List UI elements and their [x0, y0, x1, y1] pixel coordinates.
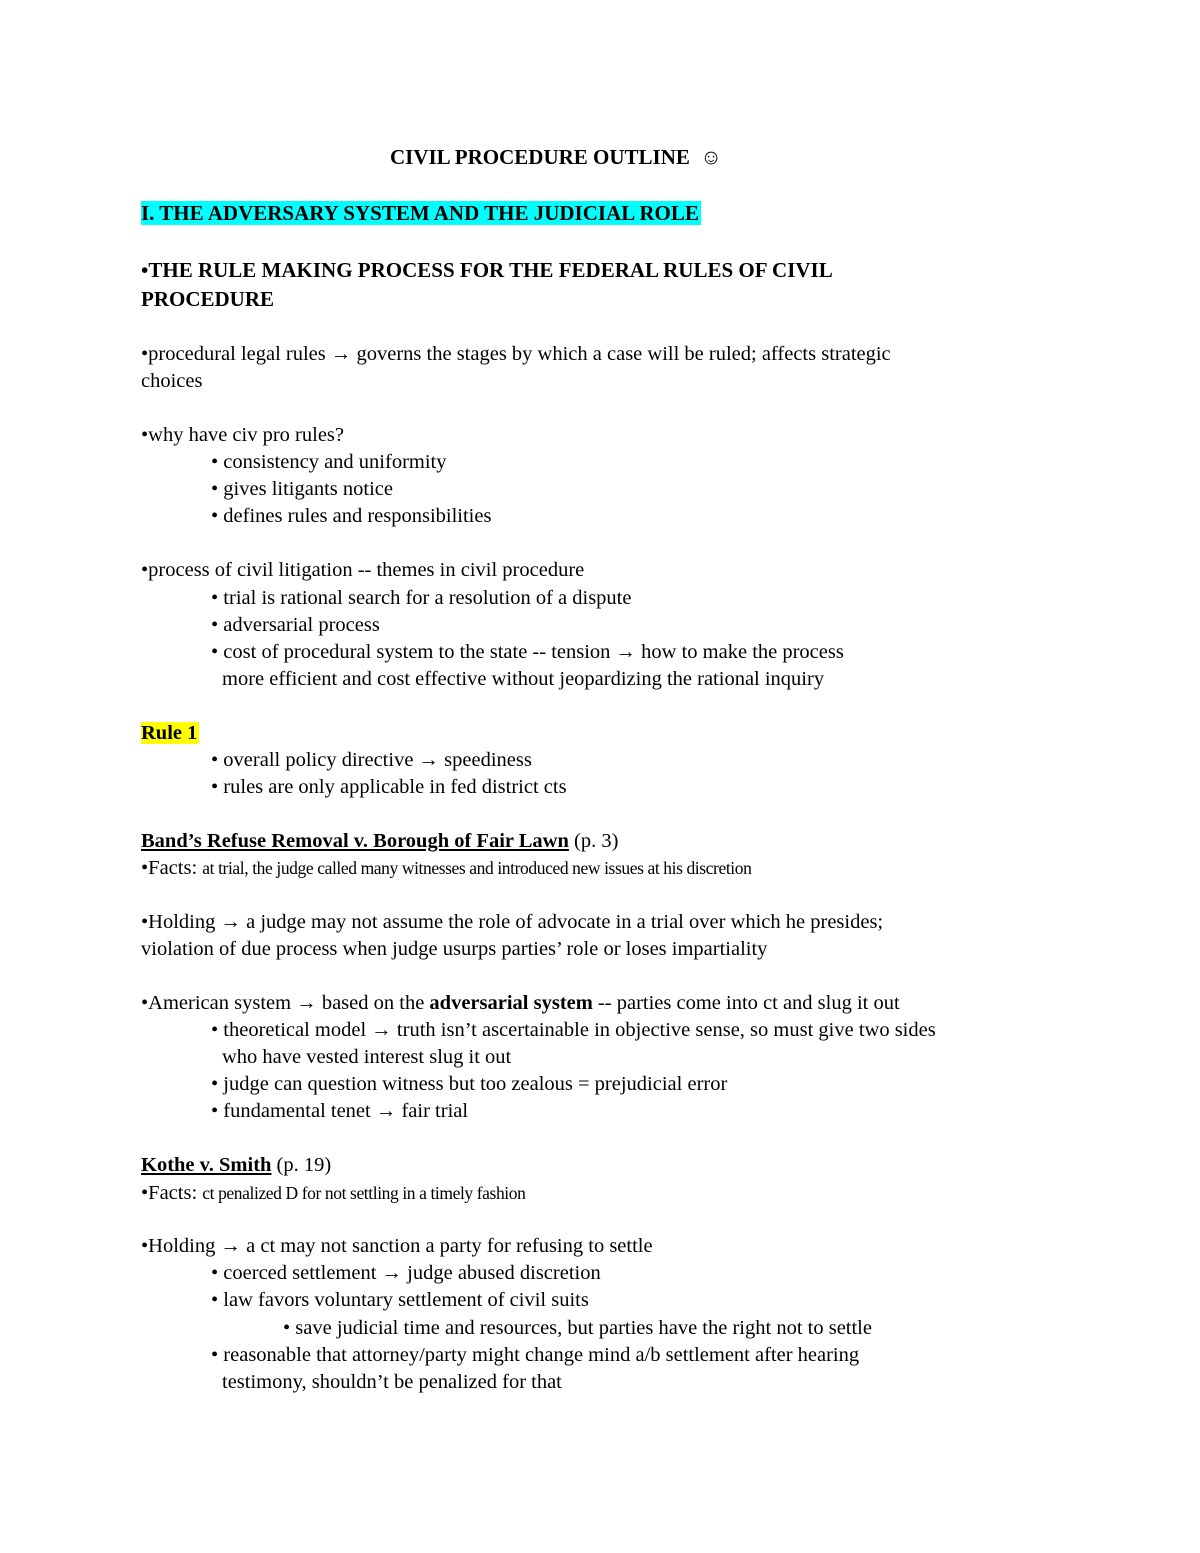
case-heading-kothe: [141, 1152, 331, 1179]
subheading-line-2: PROCEDURE: [141, 287, 275, 311]
section-heading-row: [141, 200, 701, 228]
list-item-continuation: testimony, shouldn’t be penalized for that: [222, 1371, 562, 1393]
section-heading: I. THE ADVERSARY SYSTEM AND THE JUDICIAL ROLE: [141, 201, 699, 225]
list-item: • law favors voluntary settlement of civil suits: [211, 1289, 589, 1311]
why-rules-intro: •why have civ pro rules?: [141, 424, 344, 446]
holding-bands-line-1: •Holding → a judge may not assume the role of advocate in a trial over which he presides;: [141, 911, 884, 933]
list-item: • gives litigants notice: [211, 478, 393, 500]
list-item: • trial is rational search for a resolution of a dispute: [211, 587, 632, 609]
american-system-line: •American system → based on the adversarial system -- parties come into ct and slug it out: [141, 992, 900, 1014]
smiley-icon: ☺: [700, 145, 722, 169]
adversarial-system-term: adversarial system: [429, 992, 593, 1014]
holding-bands-line-2: violation of due process when judge usurps parties’ role or loses impartiality: [141, 938, 768, 960]
list-item: • consistency and uniformity: [211, 451, 447, 473]
list-item-nested: • save judicial time and resources, but parties have the right not to settle: [283, 1317, 872, 1339]
process-intro: •process of civil litigation -- themes in civil procedure: [141, 559, 585, 581]
page-ref: (p. 19): [271, 1154, 332, 1176]
case-name: Band’s Refuse Removal v. Borough of Fair Lawn: [141, 830, 569, 852]
facts-bands: [141, 855, 751, 882]
rule1-row: [141, 720, 199, 747]
holding-kothe: •Holding → a ct may not sanction a party for refusing to settle: [141, 1235, 653, 1257]
list-item: • cost of procedural system to the state -- tension → how to make the process: [211, 641, 844, 663]
document-title: CIVIL PROCEDURE OUTLINE ☺: [390, 145, 722, 169]
case-name: Kothe v. Smith: [141, 1154, 272, 1176]
facts-text: ct penalized D for not settling in a timely fashion: [202, 1183, 526, 1203]
list-item-continuation: who have vested interest slug it out: [222, 1046, 512, 1068]
subheading-line-1: •THE RULE MAKING PROCESS FOR THE FEDERAL RULES OF CIVIL: [141, 258, 833, 282]
list-item: • overall policy directive → speediness: [211, 749, 532, 771]
list-item: • rules are only applicable in fed district cts: [211, 776, 567, 798]
page-ref: (p. 3): [568, 830, 619, 852]
list-item: • defines rules and responsibilities: [211, 505, 492, 527]
rule1-label: Rule 1: [141, 722, 198, 744]
list-item: • adversarial process: [211, 614, 380, 636]
list-item: • coerced settlement → judge abused discretion: [211, 1262, 601, 1284]
list-item-continuation: more efficient and cost effective without jeopardizing the rational inquiry: [222, 668, 825, 690]
facts-text: at trial, the judge called many witnesses and introduced new issues at his discretion: [202, 858, 752, 878]
case-heading-bands: [141, 828, 618, 855]
list-item: • judge can question witness but too zealous = prejudicial error: [211, 1073, 728, 1095]
procedural-line-1: •procedural legal rules → governs the stages by which a case will be ruled; affects strategic: [141, 343, 891, 365]
facts-label: •Facts:: [141, 857, 203, 879]
facts-kothe: [141, 1180, 525, 1207]
facts-label: •Facts:: [141, 1182, 203, 1204]
procedural-line-2: choices: [141, 370, 203, 392]
list-item: • reasonable that attorney/party might change mind a/b settlement after hearing: [211, 1344, 860, 1366]
list-item: • theoretical model → truth isn’t ascertainable in objective sense, so must give two sides: [211, 1019, 936, 1041]
list-item: • fundamental tenet → fair trial: [211, 1100, 469, 1122]
